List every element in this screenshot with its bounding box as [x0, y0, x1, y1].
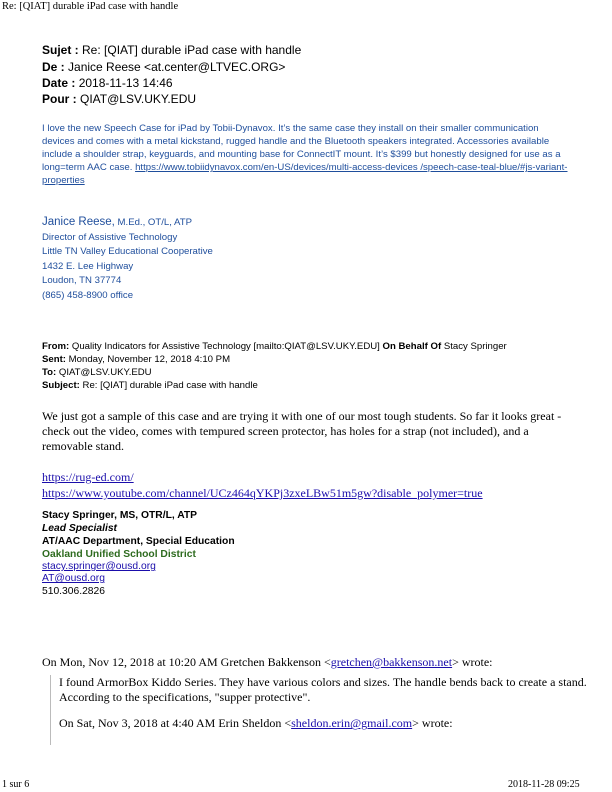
intro-paragraph [42, 122, 572, 187]
page-counter: 1 sur 6 [2, 779, 30, 790]
reply-header [42, 655, 493, 670]
reply-suffix: > wrote: [452, 655, 493, 669]
forward-sent-line [42, 354, 230, 365]
forward-subject-line [42, 380, 258, 391]
fw-behalf-value: Stacy Springer [441, 341, 507, 352]
sig2-email1[interactable]: stacy.springer@ousd.org [42, 561, 156, 572]
quoted-block [50, 675, 589, 745]
quote-reply-prefix: On Sat, Nov 3, 2018 at 4:40 AM Erin Sheldon < [59, 716, 292, 731]
forward-from-line [42, 341, 507, 352]
page-header: Re: [QIAT] durable iPad case with handle [2, 1, 179, 12]
intro-text: I love the new Speech Case for iPad by Tobii-Dynavox. It’s the same case they install on their smaller communication devices and comes with a metal kickstand, rugged handle and the Bluetooth speakers integrated. Accessories available include a shoulder strap, keyguards, and mounting base for ConnectIT mount. It’s $399 but honestly designed for use as a long=term AAC case. [42, 123, 561, 173]
fw-from-label: From: [42, 341, 70, 352]
sig-title: Director of Assistive Technology [42, 231, 178, 243]
fw-sent-value: Monday, November 12, 2018 4:10 PM [65, 354, 231, 365]
subject-label: Sujet : [42, 43, 79, 57]
sig2-title: Lead Specialist [42, 523, 117, 534]
sig2-dept: AT/AAC Department, Special Education [42, 536, 235, 547]
sig-credentials: M.Ed., OT/L, ATP [114, 217, 192, 228]
fw-subject-value: Re: [QIAT] durable iPad case with handle [79, 380, 258, 391]
to-value: QIAT@LSV.UKY.EDU [80, 92, 197, 106]
email-to-line [42, 92, 196, 106]
sig-org: Little TN Valley Educational Cooperative [42, 246, 213, 258]
quote-reply-header [59, 716, 589, 731]
email-date-line [42, 76, 173, 90]
from-label: De : [42, 60, 65, 74]
reply-prefix: On Mon, Nov 12, 2018 at 10:20 AM Gretchen Bakkenson < [42, 655, 331, 669]
fw-from-value: Quality Indicators for Assistive Technology [mailto:QIAT@LSV.UKY.EDU] [69, 341, 383, 352]
from-value: Janice Reese <at.center@LTVEC.ORG> [68, 60, 286, 74]
subject-value: Re: [QIAT] durable iPad case with handle [82, 43, 302, 57]
to-label: Pour : [42, 92, 77, 106]
sig-address1: 1432 E. Lee Highway [42, 260, 134, 272]
sig2-email2[interactable]: AT@ousd.org [42, 573, 105, 584]
signature-janice [42, 215, 213, 304]
quote-reply-suffix: > wrote: [412, 716, 453, 731]
forward-to-line [42, 367, 152, 378]
tobii-link[interactable]: https://www.tobiidynavox.com/en-US/devices/multi-access-devices /speech-case-teal-blue/#js-variant-properties [42, 162, 568, 186]
gretchen-email-link[interactable]: gretchen@bakkenson.net [330, 655, 453, 669]
email-from-line [42, 60, 285, 74]
sig-name: Janice Reese, [42, 216, 115, 228]
fw-subject-label: Subject: [42, 380, 80, 391]
sig2-district: Oakland Unified School District [42, 549, 196, 560]
youtube-link[interactable]: https://www.youtube.com/channel/UCz464qYKPj3zxeLBw51m5gw?disable_polymer=true [42, 486, 483, 500]
sig-phone: (865) 458-8900 office [42, 289, 134, 301]
sig-address2: Loudon, TN 37774 [42, 275, 122, 287]
email-subject-line [42, 43, 301, 57]
date-value: 2018-11-13 14:46 [78, 76, 173, 90]
fw-sent-label: Sent: [42, 354, 66, 365]
date-label: Date : [42, 76, 76, 90]
print-timestamp: 2018-11-28 09:25 [508, 779, 580, 790]
erin-email-link[interactable]: sheldon.erin@gmail.com [291, 716, 413, 731]
quote-text: I found ArmorBox Kiddo Series. They have various colors and sizes. The handle bends back to create a stand. According to the specifications, "supper protective". [59, 675, 587, 705]
body-paragraph: We just got a sample of this case and are trying it with one of our most tough students. So far it looks great - check out the video, comes with tempured screen protector, has holes for a strap (not included), and a removable stand. [42, 409, 562, 454]
fw-to-label: To: [42, 367, 57, 378]
fw-to-value: QIAT@LSV.UKY.EDU [56, 367, 152, 378]
fw-behalf-label: On Behalf Of [382, 341, 442, 352]
sig2-phone: 510.306.2826 [42, 586, 105, 597]
sig2-name: Stacy Springer, MS, OTR/L, ATP [42, 510, 198, 521]
rug-ed-link[interactable]: https://rug-ed.com/ [42, 470, 134, 484]
